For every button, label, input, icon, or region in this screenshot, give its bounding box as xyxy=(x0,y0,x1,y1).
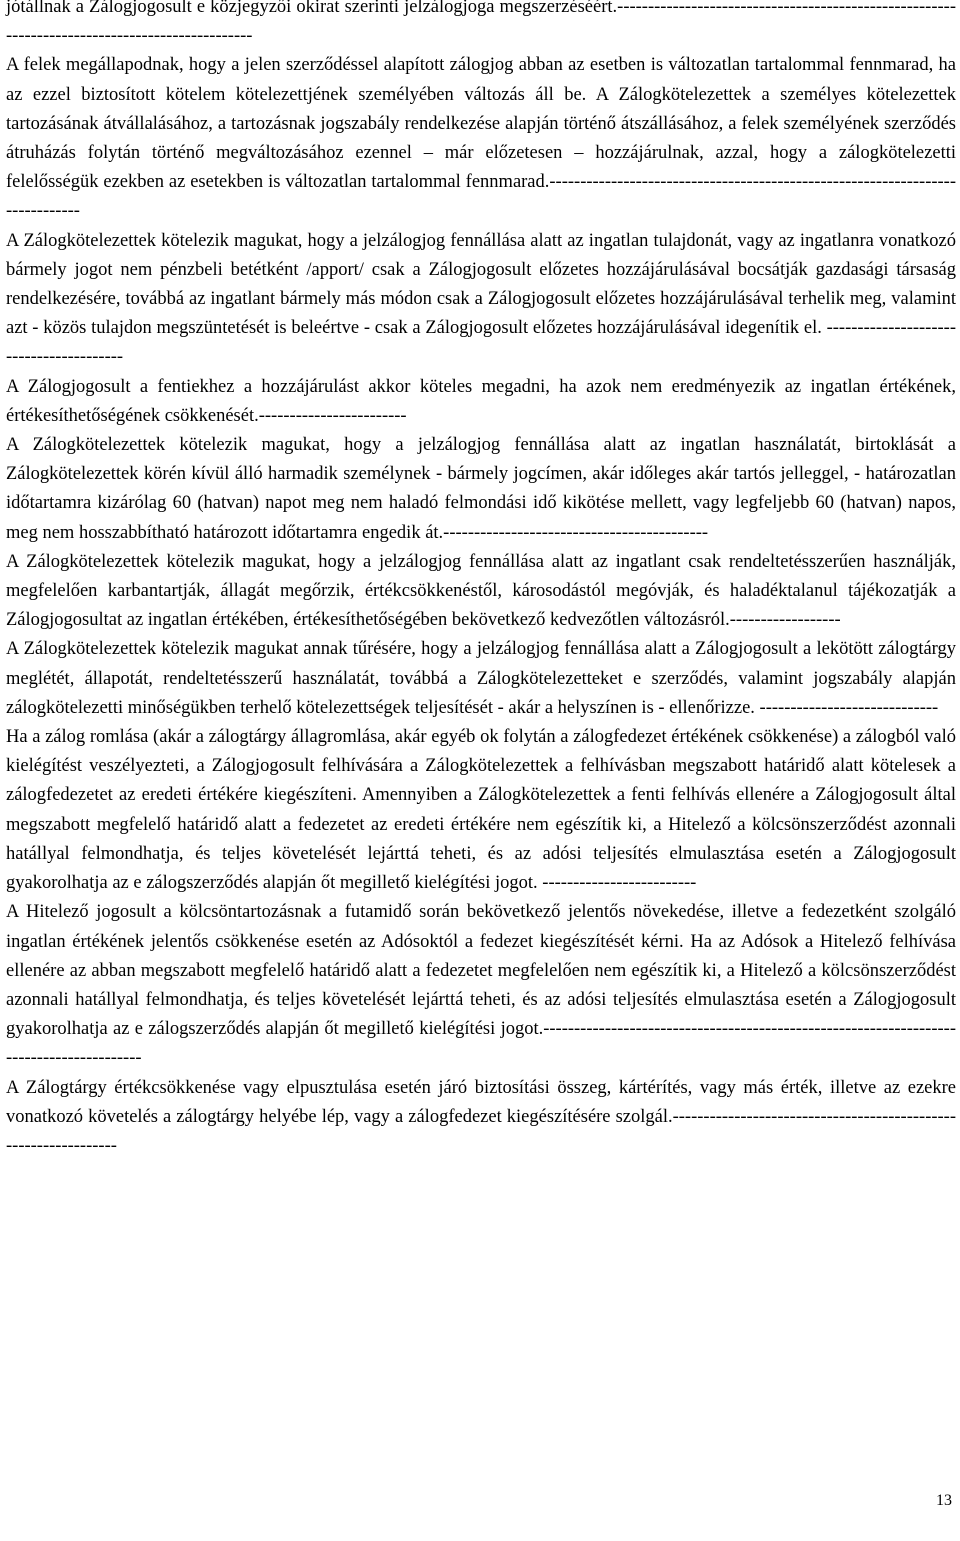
paragraph-maintenance: A Zálogkötelezettek kötelezik magukat, hogy a jelzálogjog fennállása alatt az ingatlant csak rendeltetésszerűen használják, megfelelően karbantartják, állagát megőrzik, értékcsökkenéstől, károsodástól megóvják, és haladéktalanul tájékozatják a Zálogjogosultat az ingatlan értékében, értékesíthetőségében bekövetkező kedvezőtlen változásról.------------------ xyxy=(6,551,956,631)
paragraph-transfer-restriction: A Zálogkötelezettek kötelezik magukat, hogy a jelzálogjog fennállása alatt az ingatlan tulajdonát, vagy az ingatlanra vonatkozó bármely jogot nem pénzbeli betétként /apport/ csak a Zálogjogosult előzetes hozzájárulásával bocsátják gazdasági társaság rendelkezésére, továbbá az ingatlant bármely más módon csak a Zálogjogosult előzetes hozzájárulásával terhelik meg, valamint azt - közös tulajdon megszüntetését is beleértve - csak a Zálogjogosult előzetes hozzájárulásával idegenítik el. ---------------------------------------- xyxy=(6,230,956,368)
paragraph-inspection: A Zálogkötelezettek kötelezik magukat annak tűrésére, hogy a jelzálogjog fennállása alatt a Zálogjogosult a lekötött zálogtárgy meglétét, állapotát, rendeltetésszerű használatát, továbbá a Zálogkötelezetteket e szerződés, valamint jogszabály alapján zálogkötelezetti minőségükben terhelő kötelezettségek teljesítését - akár a helyszínen is - ellenőrizze. ----------------------------- xyxy=(6,639,956,718)
paragraph-collateral-supplement: A Hitelező jogosult a kölcsöntartozásnak a futamidő során bekövetkező jelentős növekedése, illetve a fedezetként szolgáló ingatlan értékének jelentős csökkenése esetén az Adósoktól a fedezet kiegészítését kérni. Ha az Adósok a Hitelező felhívása ellenére az abban megszabott megfelelő határidő alatt a fedezetet megfelelően nem egészítik ki, a Hitelező a kölcsönszerződést azonnali hatállyal felmondhatja, és teljes követelését lejárttá teheti, és az adósi teljesítés elmulasztása esetén a Zálogjogosult gyakorolhatja az e zálogszerződés alapján őt megillető kielégítési jogot.----------------------------------------------------------------------------------------- xyxy=(6,902,956,1069)
paragraph-collateral-deterioration: Ha a zálog romlása (akár a zálogtárgy állagromlása, akár egyéb ok folytán a zálogfedezet értékének csökkenése) a zálogból való kielégítést veszélyezteti, a Zálogjogosult felhívására a Zálogkötelezettek a felhívásban megszabott határidő alatt kötelesek a zálogfedezetet az eredeti értékére kiegészíteni. Amennyiben a Zálogkötelezettek a fenti felhívás ellenére a Zálogjogosult által megszabott megfelelő határidő alatt a fedezetet az eredeti értékére nem egészítik ki, a Hitelező a kölcsönszerződést azonnali hatállyal felmondhatja, és teljes követelését lejárttá teheti, és az adósi teljesítés elmulasztása esetén a Zálogjogosult gyakorolhatja az e zálogszerződés alapján őt megillető kielégítési jogot. ------------------------- xyxy=(6,727,956,894)
paragraph-guarantee-end: jótállnak a Zálogjogosult e közjegyzői okirat szerinti jelzálogjoga megszerzéséért.----------------------------------------------------------------------------------------------- xyxy=(6,0,956,47)
paragraph-use-by-third-party: A Zálogkötelezettek kötelezik magukat, hogy a jelzálogjog fennállása alatt az ingatlan használatát, birtoklását a Zálogkötelezettek körén kívül álló harmadik személynek - bármely jogcímen, akár időleges akár tartós jelleggel, - határozatlan időtartamra kizárólag 60 (hatvan) napot meg nem haladó felmondási idő kikötése mellett, vagy legfeljebb 60 (hatvan) napos, meg nem hosszabbítható határozott időtartamra engedik át.------------------------------------------- xyxy=(6,435,956,543)
page-number: 13 xyxy=(936,1492,952,1509)
paragraph-consent-obligation: A Zálogjogosult a fentiekhez a hozzájárulást akkor köteles megadni, ha azok nem eredményezik az ingatlan értékének, értékesíthetőségének csökkenését.------------------------ xyxy=(6,376,956,426)
paragraph-lien-continuity: A felek megállapodnak, hogy a jelen szerződéssel alapított zálogjog abban az esetben is változatlan tartalommal fennmarad, ha az ezzel biztosított kötelem kötelezettjének személyében változás áll be. A Zálogkötelezettek a személyes kötelezettek tartozásának átvállalásához, a tartozásnak jogszabály rendelkezése alapján történő átszállásához, a felek személyének szerződés átruházás folytán történő megváltozásához ezennel – már előzetesen – hozzájárulnak, azzal, hogy a zálogkötelezetti felelősségük ezekben az esetekben is változatlan tartalommal fennmarad.------------------------------------------------------------------------------ xyxy=(6,55,956,222)
paragraph-insurance-substitution: A Zálogtárgy értékcsökkenése vagy elpusztulása esetén járó biztosítási összeg, kártérítés, vagy más érték, illetve az ezekre vonatkozó követelés a zálogtárgy helyébe lép, vagy a zálogfedezet kiegészítésére szolgál.---------------------------------------------------------------- xyxy=(6,1077,956,1156)
document-page xyxy=(6,0,956,1161)
